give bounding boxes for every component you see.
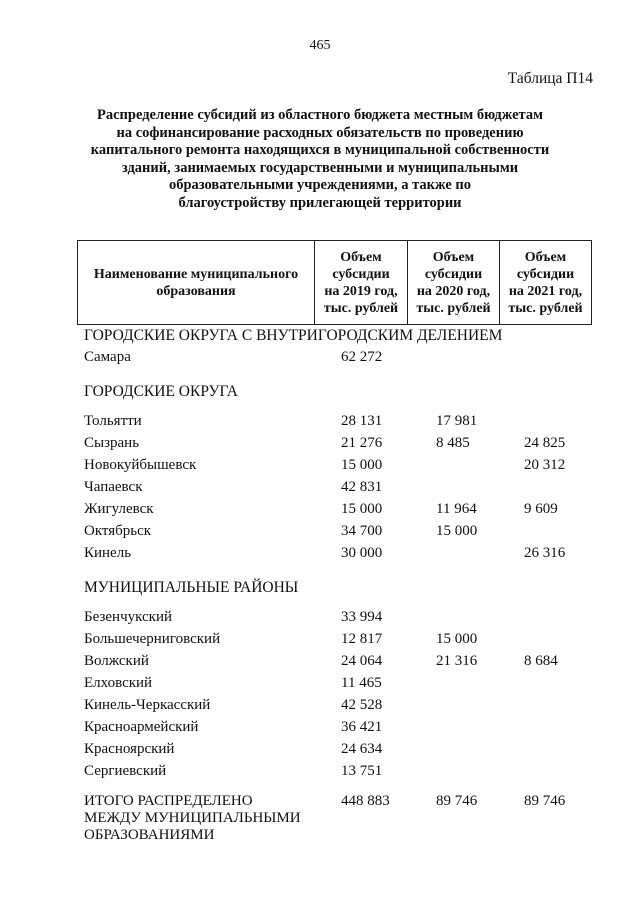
table-row: Новокуйбышевск 15 000 20 312 <box>84 457 566 473</box>
total-2019: 448 883 <box>341 793 390 809</box>
table-row: Красноярский 24 634 <box>84 741 383 757</box>
section-heading: ГОРОДСКИЕ ОКРУГА С ВНУТРИГОРОДСКИМ ДЕЛЕНИЕМ <box>84 327 503 344</box>
title-line: благоустройству прилегающей территории <box>178 194 462 211</box>
title-line: образовательными учреждениями, а также по <box>168 177 472 194</box>
total-2021: 89 746 <box>524 793 566 809</box>
page-number: 465 <box>309 38 331 53</box>
header-name-column: Наименование муниципального образования <box>78 241 315 325</box>
table-row: Октябрьск 34 700 15 000 <box>84 523 478 539</box>
title-line: Распределение субсидий из областного бюджета местным бюджетам <box>97 107 543 123</box>
table-row: Большечерниговский 12 817 15 000 <box>84 631 478 647</box>
total-row <box>84 791 604 857</box>
total-2020: 89 746 <box>436 793 478 809</box>
total-label-line: ОБРАЗОВАНИЯМИ <box>84 827 215 843</box>
table-row: Чапаевск 42 831 <box>84 479 383 495</box>
table-body <box>84 325 604 857</box>
section-heading: ГОРОДСКИЕ ОКРУГА <box>84 383 238 400</box>
total-label-line: МЕЖДУ МУНИЦИПАЛЬНЫМИ <box>84 810 301 826</box>
table-row: Кинель-Черкасский 42 528 <box>84 697 383 713</box>
table-row: Жигулевск 15 000 11 964 9 609 <box>84 501 558 517</box>
title-line: на софинансирование расходных обязательств по проведению <box>116 124 524 141</box>
table-row: Безенчукский 33 994 <box>84 609 383 625</box>
table-row: Кинель 30 000 26 316 <box>84 545 566 561</box>
section-heading: МУНИЦИПАЛЬНЫЕ РАЙОНЫ <box>84 579 299 596</box>
table-row: Тольятти 28 131 17 981 <box>84 413 478 429</box>
title-line: капитального ремонта находящихся в муниципальной собственности <box>90 142 550 159</box>
total-label-line: ИТОГО РАСПРЕДЕЛЕНО <box>84 793 253 809</box>
table-row: Самара 62 272 <box>84 349 383 365</box>
table-row: Сергиевский 13 751 <box>84 763 383 779</box>
table-row: Елховский 11 465 <box>84 675 382 691</box>
title-line: зданий, занимаемых государственными и муниципальными <box>121 159 519 176</box>
header-2021-column: Объем субсидии на 2021 год, тыс. рублей <box>500 241 592 325</box>
table-row: Сызрань 21 276 8 485 24 825 <box>84 435 566 451</box>
header-2019-column: Объем субсидии на 2019 год, тыс. рублей <box>315 241 408 325</box>
table-label: Таблица П14 <box>507 70 593 87</box>
table-row: Волжский 24 064 21 316 8 684 <box>84 653 558 669</box>
table-header <box>77 240 592 325</box>
header-2020-column: Объем субсидии на 2020 год, тыс. рублей <box>408 241 500 325</box>
table-row: Красноармейский 36 421 <box>84 719 383 735</box>
document-title <box>60 107 580 213</box>
